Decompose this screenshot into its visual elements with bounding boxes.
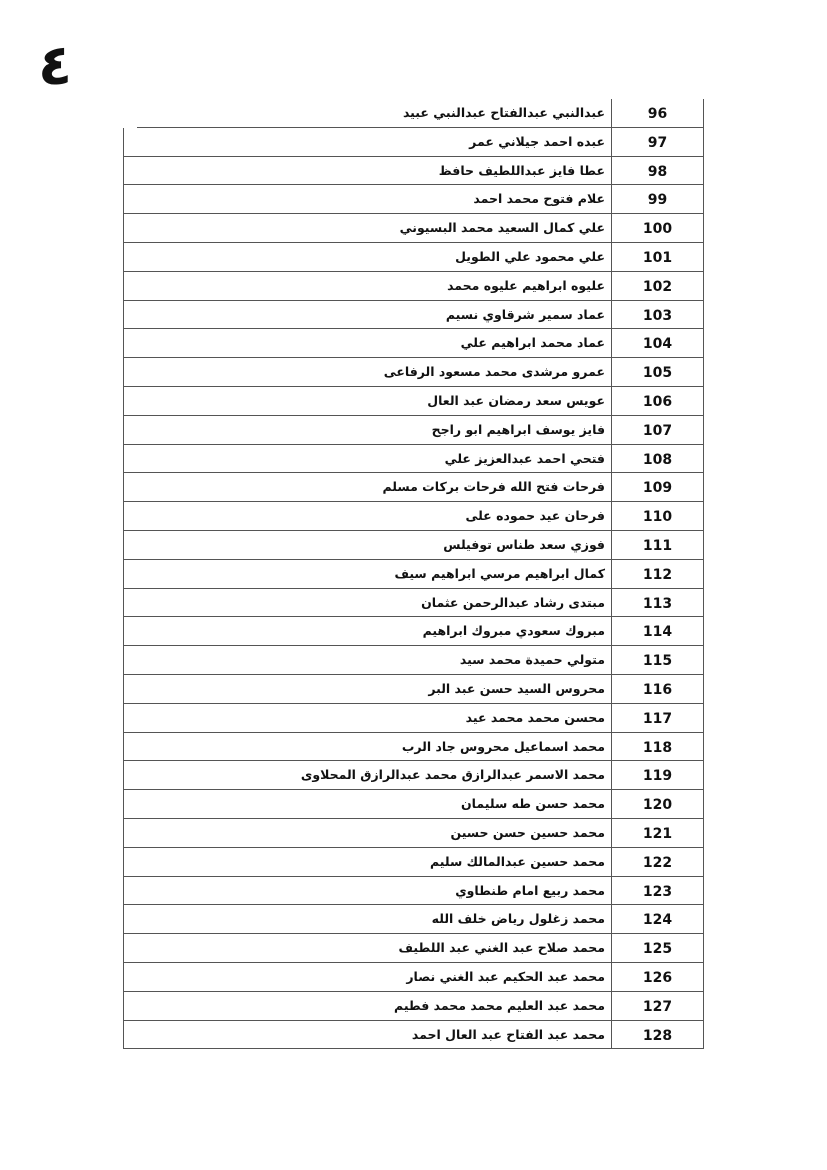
table-row [123,157,704,186]
row-number: 118 [611,733,704,761]
row-name: فرحان عيد حموده على [465,508,605,524]
row-number: 112 [611,560,704,588]
table-row [123,214,704,243]
row-number: 99 [611,185,704,213]
table-row [123,99,704,128]
row-number: 102 [611,272,704,300]
table-row [123,934,704,963]
row-name: علي كمال السعيد محمد البسيوني [399,220,605,236]
row-name: فرحات فتح الله فرحات بركات مسلم [382,479,605,495]
row-number: 120 [611,790,704,818]
table-row [123,790,704,819]
row-number: 105 [611,358,704,386]
row-number: 96 [611,99,704,128]
row-name: عطا فايز عبداللطيف حافظ [438,162,605,178]
table-row [123,473,704,502]
row-name: فايز يوسف ابراهيم ابو راجح [431,421,605,437]
row-name: علام فتوح محمد احمد [473,191,605,207]
table-row [123,272,704,301]
table-row [123,905,704,934]
table-row [123,531,704,560]
table-row [123,445,704,474]
row-number: 103 [611,301,704,329]
table-row [123,761,704,790]
row-name: عماد سمير شرقاوي نسيم [445,306,605,322]
row-name: عمرو مرشدى محمد مسعود الرفاعى [383,364,605,380]
table-row [123,416,704,445]
row-number: 106 [611,387,704,415]
row-name: فوزي سعد طناس توفيلس [443,536,605,552]
table-row [123,646,704,675]
row-number: 110 [611,502,704,530]
row-number: 111 [611,531,704,559]
table-row [123,617,704,646]
table-row [123,560,704,589]
row-name: محسن محمد محمد عيد [465,709,605,725]
row-name: كمال ابراهيم مرسي ابراهيم سيف [394,565,605,581]
row-name: محمد عبد الحكيم عبد الغني نصار [406,968,605,984]
row-number: 117 [611,704,704,732]
row-name: محروس السيد حسن عبد البر [428,680,605,696]
row-name: محمد عبد العليم محمد محمد فطيم [394,997,605,1013]
row-name: علي محمود علي الطويل [455,248,605,264]
row-number: 109 [611,473,704,501]
row-name: محمد صلاح عبد الغني عبد اللطيف [398,940,605,956]
row-name: مبتدى رشاد عبدالرحمن عثمان [421,594,605,610]
row-number: 114 [611,617,704,645]
page-number: ٤ [38,33,73,98]
row-name: عويس سعد رمضان عبد العال [427,392,605,408]
table-row [123,877,704,906]
table-row [123,243,704,272]
table-row [123,589,704,618]
row-name: عبده احمد جيلاني عمر [469,133,605,149]
table-row [123,502,704,531]
row-name: محمد الاسمر عبدالرازق محمد عبدالرازق المحلاوى [300,767,605,783]
row-number: 104 [611,329,704,357]
table-row [123,675,704,704]
row-number: 116 [611,675,704,703]
row-name: محمد حسين عبدالمالك سليم [429,853,605,869]
row-number: 108 [611,445,704,473]
row-name: عبدالنبي عبدالفتاح عبدالنبي عبيد [402,105,605,120]
row-name: محمد حسن طه سليمان [461,796,605,812]
row-number: 123 [611,877,704,905]
table-row [123,992,704,1021]
row-name: محمد حسين حسن حسين [450,824,605,840]
row-name: محمد ربيع امام طنطاوي [455,882,605,898]
table-left-border [123,128,124,1050]
row-number: 97 [611,128,704,156]
row-number: 115 [611,646,704,674]
row-number: 126 [611,963,704,991]
row-number: 100 [611,214,704,242]
row-number: 125 [611,934,704,962]
table-row [123,128,704,157]
row-name: عماد محمد ابراهيم علي [460,335,605,351]
table-row [123,301,704,330]
table-row [123,329,704,358]
row-number: 119 [611,761,704,789]
row-number: 98 [611,157,704,185]
row-name: محمد عبد الفتاح عبد العال احمد [411,1026,605,1042]
names-table [123,99,704,1049]
row-name: فتحي احمد عبدالعزيز علي [444,450,605,466]
table-row [123,1021,704,1050]
row-number: 101 [611,243,704,271]
table-row [123,963,704,992]
row-number: 127 [611,992,704,1020]
row-number: 113 [611,589,704,617]
table-row [123,387,704,416]
table-row [123,185,704,214]
row-number: 121 [611,819,704,847]
row-name: عليوه ابراهيم عليوه محمد [447,277,605,293]
row-number: 107 [611,416,704,444]
row-number: 122 [611,848,704,876]
row-number: 124 [611,905,704,933]
row-number: 128 [611,1021,704,1049]
row-name: محمد زغلول رياض خلف الله [431,911,605,927]
row-name: متولي حميدة محمد سيد [459,652,605,668]
row-name: مبروك سعودي مبروك ابراهيم [422,623,605,639]
row-name: محمد اسماعيل محروس جاد الرب [401,738,605,754]
table-row [123,848,704,877]
table-row [123,733,704,762]
table-row [123,819,704,848]
table-row [123,358,704,387]
table-row [123,704,704,733]
